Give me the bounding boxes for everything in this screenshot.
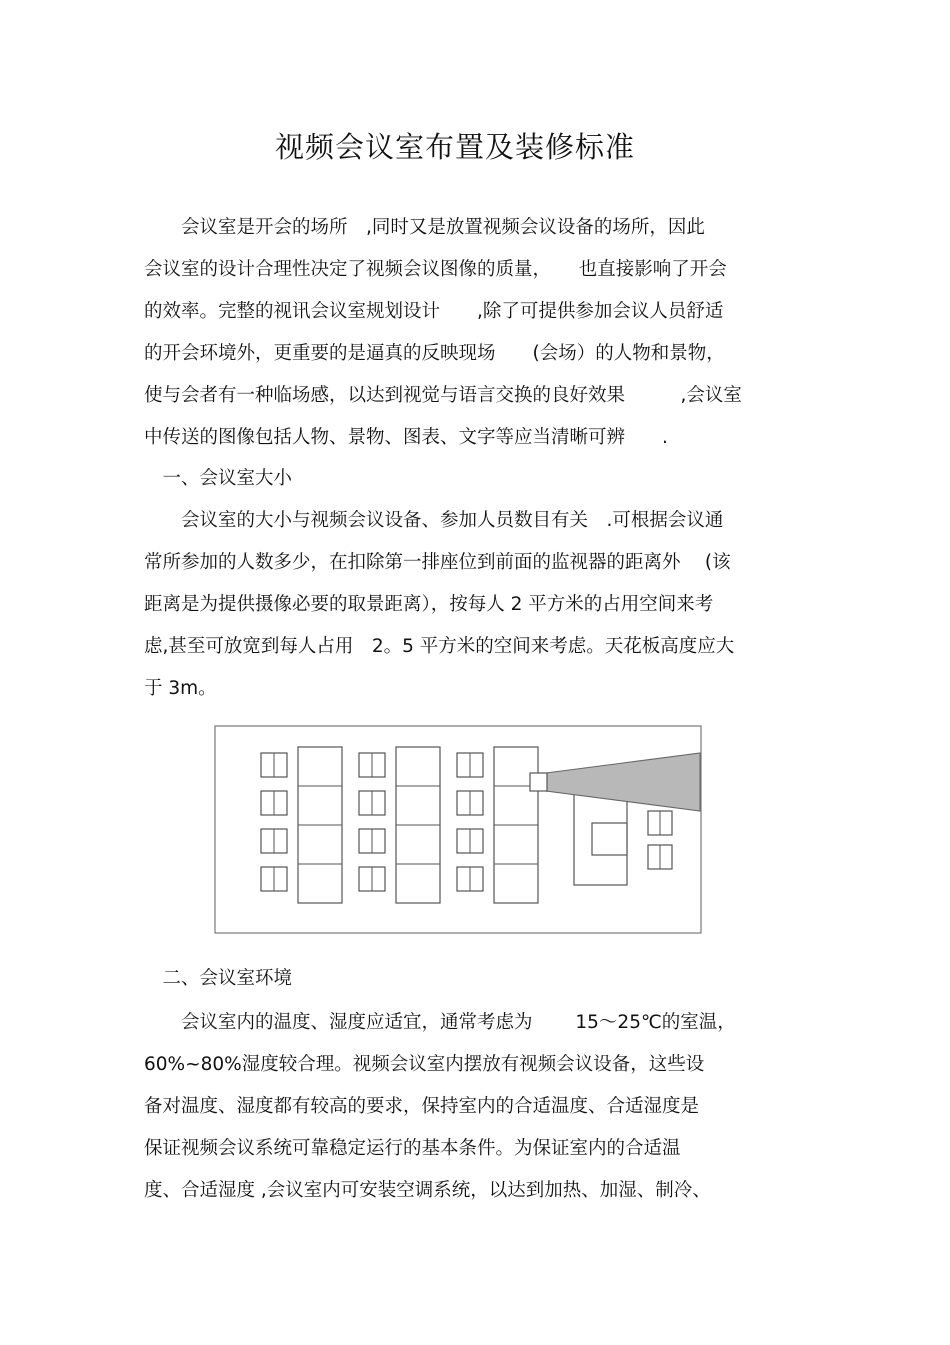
intro-line: 使与会者有一种临场感，以达到视觉与语言交换的良好效果 ,会议室 [144, 385, 742, 406]
document-title: 视频会议室布置及装修标准 [274, 130, 635, 164]
section2-line: 度、合适湿度 ,会议室内可安装空调系统，以达到加热、加湿、制冷、 [144, 1180, 711, 1201]
section1-line: 常所参加的人数多少，在扣除第一排座位到前面的监视器的距离外 (该 [144, 552, 731, 573]
intro-line: 中传送的图像包括人物、景物、图表、文字等应当清晰可辨 . [144, 427, 668, 448]
section-heading-room-size: 一、会议室大小 [144, 468, 293, 489]
section2-line: 备对温度、湿度都有较高的要求，保持室内的合适温度、合适湿度是 [144, 1096, 700, 1117]
room-layout-svg [214, 725, 702, 934]
intro-line: 会议室的设计合理性决定了视频会议图像的质量， 也直接影响了开会 [144, 259, 727, 280]
section1-line: 虑,甚至可放宽到每人占用 2。5 平方米的空间来考虑。天花板高度应大 [144, 636, 735, 657]
intro-line: 的效率。完整的视讯会议室规划设计 ,除了可提供参加会议人员舒适 [144, 301, 724, 322]
camera [530, 773, 547, 791]
section1-line: 于 3m。 [144, 678, 217, 699]
section-heading-room-environment: 二、会议室环境 [144, 968, 293, 989]
section2-line: 60%~80%湿度较合理。视频会议室内摆放有视频会议设备，这些设 [144, 1054, 705, 1075]
monitor [592, 823, 627, 855]
seating-group [261, 747, 538, 903]
section1-line: 距离是为提供摄像必要的取景距离），按每人 2 平方米的占用空间来考 [144, 594, 714, 615]
intro-line: 会议室是开会的场所 ,同时又是放置视频会议设备的场所，因此 [144, 217, 705, 238]
section2-line: 会议室内的温度、湿度应适宜，通常考虑为 15～25℃的室温， [144, 1012, 736, 1033]
room-layout-diagram [214, 725, 702, 934]
intro-line: 的开会环境外，更重要的是逼真的反映现场 (会场）的人物和景物， [144, 343, 725, 364]
section2-line: 保证视频会议系统可靠稳定运行的基本条件。为保证室内的合适温 [144, 1138, 681, 1159]
section1-line: 会议室的大小与视频会议设备、参加人员数目有关 .可根据会议通 [144, 510, 724, 531]
